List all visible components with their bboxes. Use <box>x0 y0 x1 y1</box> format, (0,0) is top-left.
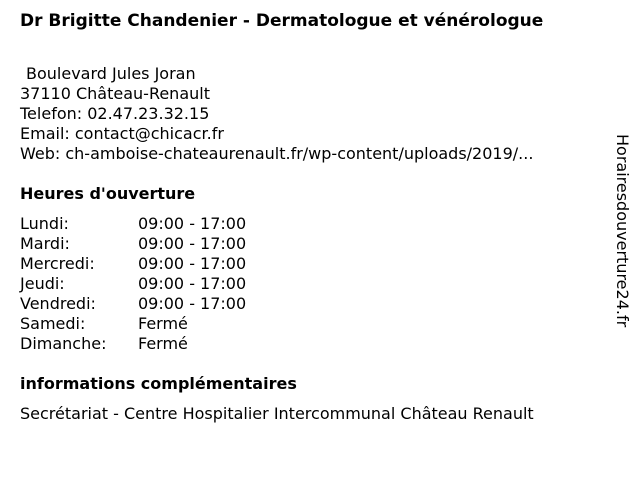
city-address: 37110 Château-Renault <box>20 84 210 103</box>
day-label: Vendredi: <box>20 294 96 313</box>
time-value: Fermé <box>138 314 188 333</box>
web-line[interactable]: Web: ch-amboise-chateaurenault.fr/wp-content/uploads/2019/... <box>20 144 534 163</box>
hours-row-tuesday <box>20 234 246 254</box>
page-title: Dr Brigitte Chandenier - Dermatologue et vénérologue <box>20 11 544 31</box>
info-text: Secrétariat - Centre Hospitalier Intercommunal Château Renault <box>20 404 534 423</box>
hours-row-friday <box>20 294 246 314</box>
hours-row-monday <box>20 214 246 234</box>
time-value: 09:00 - 17:00 <box>138 234 247 253</box>
hours-row-thursday <box>20 274 246 294</box>
street-address: Boulevard Jules Joran <box>26 64 196 83</box>
email-line[interactable]: Email: contact@chicacr.fr <box>20 124 224 143</box>
hours-row-sunday <box>20 334 246 354</box>
day-label: Samedi: <box>20 314 86 333</box>
address-block <box>20 64 533 164</box>
time-value: 09:00 - 17:00 <box>138 294 247 313</box>
hours-heading: Heures d'ouverture <box>20 184 196 203</box>
time-value: 09:00 - 17:00 <box>138 254 247 273</box>
day-label: Dimanche: <box>20 334 107 353</box>
day-label: Jeudi: <box>20 274 65 293</box>
time-value: Fermé <box>138 334 188 353</box>
day-label: Lundi: <box>20 214 69 233</box>
day-label: Mercredi: <box>20 254 95 273</box>
hours-table <box>20 214 246 354</box>
hours-row-saturday <box>20 314 246 334</box>
brand-watermark: Horairesdouverture24.fr <box>613 134 632 328</box>
time-value: 09:00 - 17:00 <box>138 274 247 293</box>
day-label: Mardi: <box>20 234 70 253</box>
phone-line[interactable]: Telefon: 02.47.23.32.15 <box>20 104 210 123</box>
time-value: 09:00 - 17:00 <box>138 214 247 233</box>
hours-row-wednesday <box>20 254 246 274</box>
info-heading: informations complémentaires <box>20 374 297 393</box>
